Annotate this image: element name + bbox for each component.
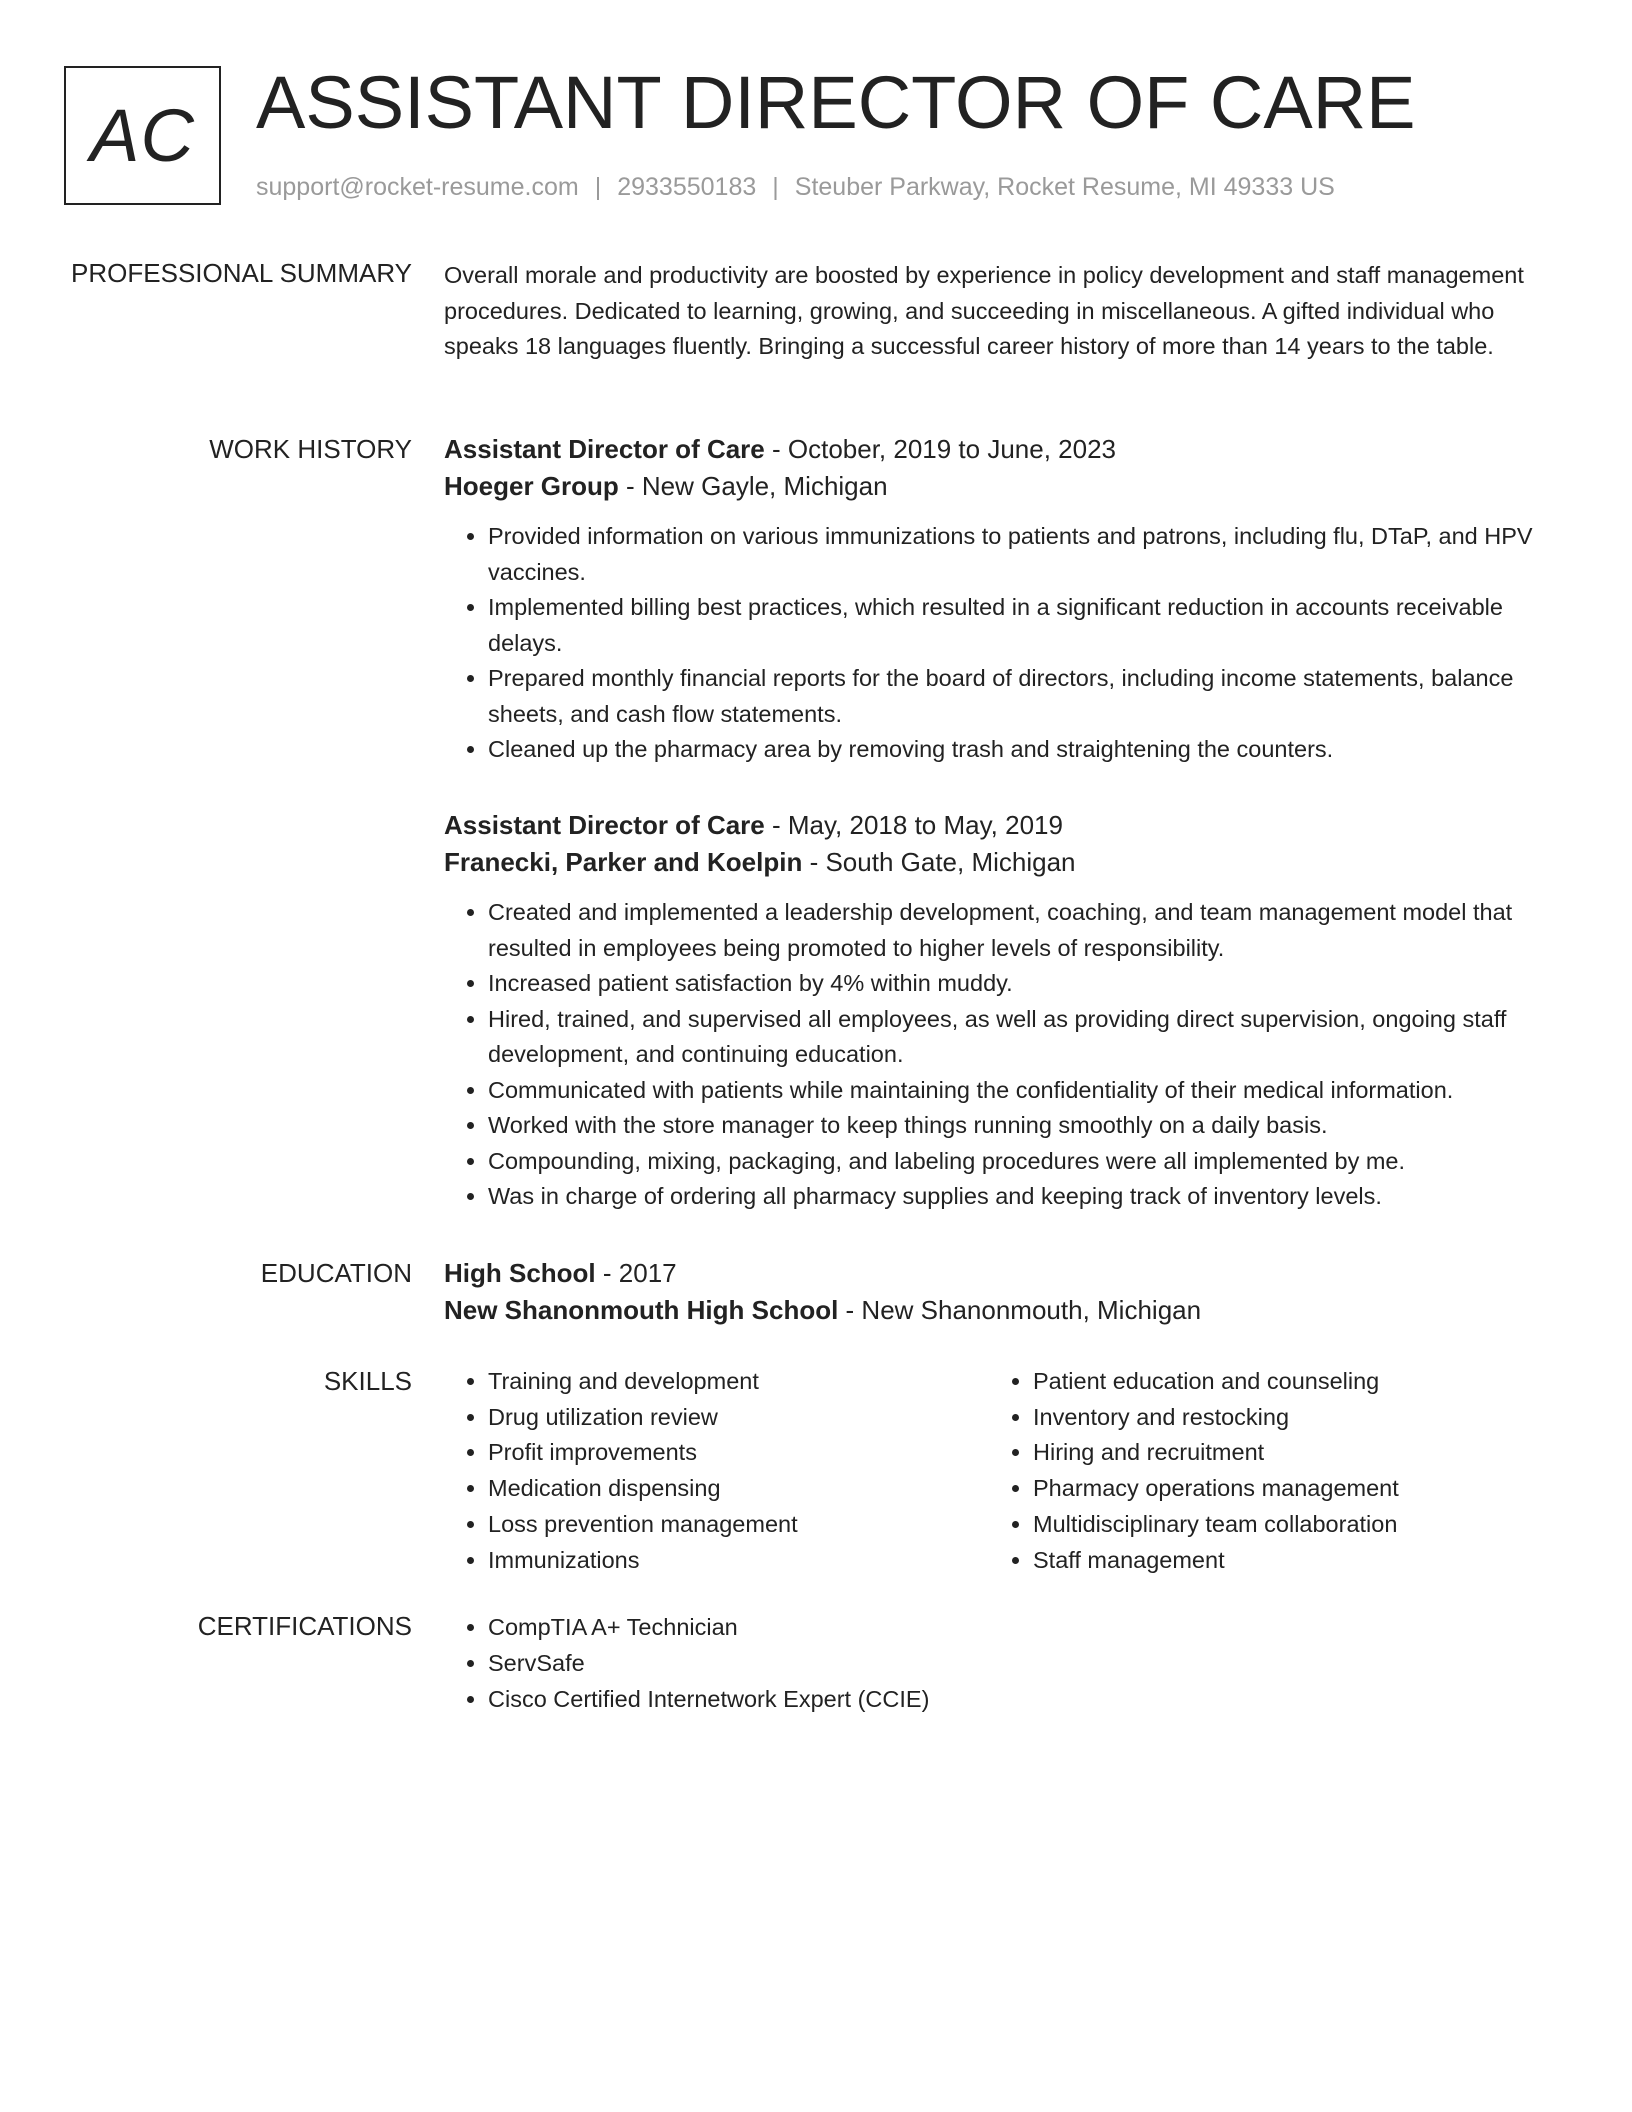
skills-columns — [444, 1364, 1556, 1578]
job-company-line — [444, 468, 1556, 505]
job-bullet: • Prepared monthly financial reports for the board of directors, including income statements, balance sheets, and cash flow statements. — [488, 661, 1556, 732]
contact-separator: | — [772, 173, 779, 201]
skill-item: • Patient education and counseling — [1033, 1364, 1534, 1400]
certification-item: • ServSafe — [488, 1645, 1556, 1681]
monogram-initials: AC — [90, 94, 195, 177]
job-bullet: • Was in charge of ordering all pharmacy supplies and keeping track of inventory levels. — [488, 1179, 1556, 1215]
education-location: - New Shanonmouth, Michigan — [838, 1295, 1202, 1325]
education-school: New Shanonmouth High School — [444, 1295, 839, 1325]
job-bullet: • Communicated with patients while maintaining the confidentiality of their medical information. — [488, 1073, 1556, 1109]
skill-item: • Medication dispensing — [488, 1471, 989, 1507]
resume-title: ASSISTANT DIRECTOR OF CARE — [256, 61, 1416, 144]
job-company-line — [444, 844, 1556, 881]
job-bullet: • Hired, trained, and supervised all employees, as well as providing direct supervision, ongoing staff development, and continuing education. — [488, 1002, 1556, 1073]
certifications-list — [444, 1609, 1556, 1717]
job-bullets — [444, 895, 1556, 1215]
contact-email: support@rocket-resume.com — [256, 173, 579, 201]
section-label-skills: SKILLS — [323, 1366, 412, 1396]
skill-item: • Multidisciplinary team collaboration — [1033, 1507, 1534, 1543]
job-title: Assistant Director of Care — [444, 434, 765, 464]
skills-column-left — [444, 1364, 989, 1578]
job-title-line — [444, 431, 1556, 468]
job-bullet: • Implemented billing best practices, which resulted in a significant reduction in accounts receivable delays. — [488, 590, 1556, 661]
job-bullet: • Worked with the store manager to keep things running smoothly on a daily basis. — [488, 1108, 1556, 1144]
job-bullets — [444, 519, 1556, 768]
section-label-work-history: WORK HISTORY — [209, 434, 412, 464]
job-bullet: • Compounding, mixing, packaging, and labeling procedures were all implemented by me. — [488, 1144, 1556, 1180]
contact-line — [256, 173, 1335, 202]
skill-item: • Immunizations — [488, 1543, 989, 1579]
job-entry — [444, 431, 1556, 768]
monogram-badge — [64, 66, 221, 205]
job-title-line — [444, 807, 1556, 844]
job-company: Franecki, Parker and Koelpin — [444, 847, 803, 877]
contact-phone: 2933550183 — [617, 173, 757, 201]
summary-text: Overall morale and productivity are boosted by experience in policy development and staff management procedures. Dedicated to learning, growing, and succeeding in miscellaneous. A gifted individual who speaks 18 languages fluently. Bringing a successful career history of more than 14 years to the table. — [444, 262, 1524, 359]
job-company: Hoeger Group — [444, 471, 619, 501]
skill-item: • Hiring and recruitment — [1033, 1435, 1534, 1471]
job-dates: - October, 2019 to June, 2023 — [764, 434, 1117, 464]
section-label-summary: PROFESSIONAL SUMMARY — [71, 258, 412, 288]
job-bullet: • Increased patient satisfaction by 4% within muddy. — [488, 966, 1556, 1002]
job-bullet: • Cleaned up the pharmacy area by removing trash and straightening the counters. — [488, 732, 1556, 768]
skill-item: • Loss prevention management — [488, 1507, 989, 1543]
skill-item: • Training and development — [488, 1364, 989, 1400]
job-title: Assistant Director of Care — [444, 810, 765, 840]
skill-item: • Inventory and restocking — [1033, 1400, 1534, 1436]
certification-item: • CompTIA A+ Technician — [488, 1609, 1556, 1645]
contact-address: Steuber Parkway, Rocket Resume, MI 49333 US — [794, 173, 1335, 201]
job-entry — [444, 807, 1556, 1215]
skill-item: • Staff management — [1033, 1543, 1534, 1579]
education-school-line — [444, 1292, 1556, 1329]
education-year: - 2017 — [595, 1258, 677, 1288]
education-degree: High School — [444, 1258, 596, 1288]
job-location: - South Gate, Michigan — [802, 847, 1076, 877]
skill-item: • Profit improvements — [488, 1435, 989, 1471]
skills-column-right — [989, 1364, 1534, 1578]
skill-item: • Drug utilization review — [488, 1400, 989, 1436]
job-bullet: • Created and implemented a leadership development, coaching, and team management model that resulted in employees being promoted to higher levels of responsibility. — [488, 895, 1556, 966]
job-dates: - May, 2018 to May, 2019 — [764, 810, 1063, 840]
education-degree-line — [444, 1255, 1556, 1292]
section-label-certifications: CERTIFICATIONS — [197, 1611, 412, 1641]
job-bullet: • Provided information on various immunizations to patients and patrons, including flu, DTaP, and HPV vaccines. — [488, 519, 1556, 590]
certification-item: • Cisco Certified Internetwork Expert (CCIE) — [488, 1681, 1556, 1717]
skill-item: • Pharmacy operations management — [1033, 1471, 1534, 1507]
section-label-education: EDUCATION — [260, 1258, 412, 1288]
job-location: - New Gayle, Michigan — [618, 471, 888, 501]
contact-separator: | — [594, 173, 602, 201]
